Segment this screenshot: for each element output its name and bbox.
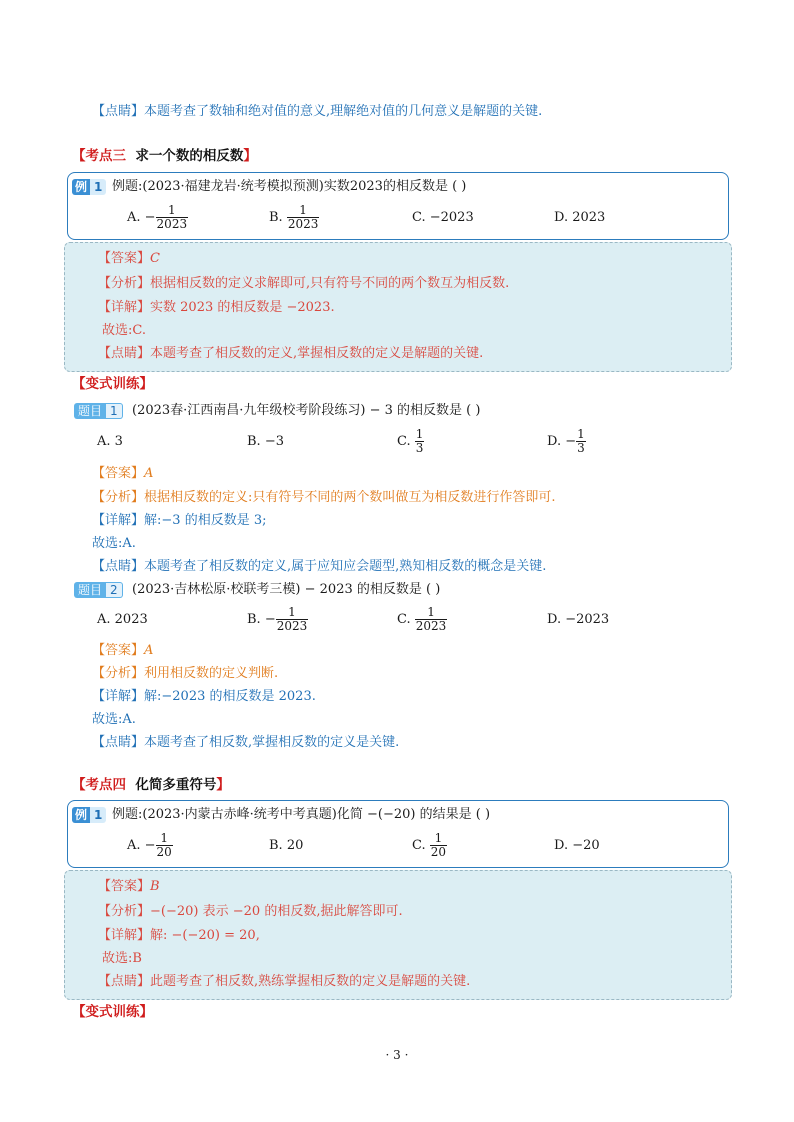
section4-title: 化简多重符号 (135, 777, 217, 793)
answer-line (98, 250, 160, 268)
denominator: 20 (430, 845, 447, 859)
section4-heading (72, 776, 230, 794)
q1-analysis (92, 489, 556, 507)
comment-text: 本题考查了相反数,掌握相反数的定义是关键. (144, 735, 400, 750)
q2-option-b (247, 606, 308, 633)
q2-question: (2023·吉林松原·校联考三模) − 2023 的相反数是 ( ) (132, 582, 441, 597)
analysis-line (98, 903, 403, 921)
analysis-text: −(−20) 表示 −20 的相反数,据此解答即可. (150, 904, 403, 919)
comment-text: 此题考查了相反数,熟练掌握相反数的定义是解题的关键. (150, 974, 471, 989)
section3-heading (72, 147, 257, 165)
section4-variant-heading: 【变式训练】 (72, 1004, 153, 1020)
fraction (156, 832, 173, 859)
numerator: 1 (168, 203, 176, 217)
option-prefix: B. (269, 210, 287, 225)
choice-line: 故选:C. (102, 323, 146, 338)
detail-text: 解:−3 的相反数是 3; (144, 513, 267, 528)
section3-example-question: 例题:(2023·福建龙岩·统考模拟预测)实数2023的相反数是 ( ) (112, 179, 467, 194)
q2-option-a: A. 2023 (97, 612, 148, 627)
comment-line (98, 345, 483, 363)
fraction (415, 428, 425, 455)
section4-option-c (412, 832, 447, 859)
detail-text: 实数 2023 的相反数是 −2023. (150, 300, 335, 315)
numerator: 1 (415, 427, 424, 441)
section3-title: 求一个数的相反数 (135, 148, 244, 164)
section3-label: 考点三 (85, 148, 126, 164)
top-note (92, 103, 542, 121)
badge-label: 题目 (74, 582, 106, 598)
q2-detail (92, 688, 316, 706)
section4-label: 考点四 (85, 777, 126, 793)
q1-badge (74, 403, 123, 419)
analysis-tag: 【分析】 (92, 666, 145, 681)
detail-tag: 【详解】 (92, 689, 145, 704)
answer-tag: 【答案】 (92, 466, 145, 481)
q2-analysis (92, 665, 278, 683)
comment-tag: 【点睛】 (92, 559, 145, 574)
numerator: 1 (288, 605, 296, 619)
denominator: 2023 (287, 217, 319, 231)
denominator: 2023 (415, 619, 447, 633)
q1-option-b: B. −3 (247, 434, 284, 449)
option-prefix: C. (412, 838, 430, 853)
answer-tag: 【答案】 (98, 879, 151, 894)
option-prefix: D. − (547, 434, 577, 449)
analysis-tag: 【分析】 (98, 904, 151, 919)
answer-value: C (150, 251, 160, 266)
section3-variant-heading: 【变式训练】 (72, 376, 153, 392)
q1-answer (92, 465, 153, 483)
numerator: 1 (299, 203, 307, 217)
detail-tag: 【详解】 (98, 300, 151, 315)
answer-value: B (150, 879, 160, 894)
detail-text: 解:−2023 的相反数是 2023. (144, 689, 316, 704)
section3-bracket-right: 】 (243, 148, 257, 164)
q2-option-c (397, 606, 447, 633)
section4-bracket-left: 【 (72, 777, 86, 793)
section3-option-d: D. 2023 (554, 210, 606, 225)
answer-tag: 【答案】 (92, 643, 145, 658)
section3-option-b (269, 204, 319, 231)
top-note-tag: 【点睛】 (92, 104, 145, 119)
q1-option-d (547, 428, 586, 455)
denominator: 3 (577, 441, 585, 455)
q1-detail (92, 512, 266, 530)
answer-tag: 【答案】 (98, 251, 151, 266)
denominator: 2023 (276, 619, 308, 633)
detail-line (98, 927, 260, 945)
q1-option-a: A. 3 (97, 434, 123, 449)
fraction (156, 204, 189, 231)
numerator: 1 (427, 605, 435, 619)
option-prefix: C. (397, 434, 415, 449)
badge-number: 2 (106, 582, 123, 598)
numerator: 1 (577, 427, 585, 441)
q2-comment (92, 734, 399, 752)
section3-example-badge (72, 179, 106, 195)
page-number: · 3 · (385, 1048, 409, 1062)
denominator: 2023 (156, 217, 188, 231)
section4-example-question: 例题:(2023·内蒙古赤峰·统考中考真题)化简 −(−20) 的结果是 ( ) (112, 807, 491, 822)
badge-label: 题目 (74, 403, 106, 419)
choice-line: 故选:B (102, 951, 142, 966)
comment-text: 本题考查了相反数的定义,属于应知应会题型,熟知相反数的概念是关键. (144, 559, 547, 574)
analysis-tag: 【分析】 (92, 490, 145, 505)
badge-number: 1 (90, 179, 106, 195)
top-note-text: 本题考查了数轴和绝对值的意义,理解绝对值的几何意义是解题的关键. (144, 104, 543, 119)
comment-tag: 【点睛】 (98, 346, 151, 361)
analysis-text: 根据相反数的定义:只有符号不同的两个数叫做互为相反数进行作答即可. (144, 490, 556, 505)
detail-line (98, 299, 335, 317)
q2-badge (74, 582, 123, 598)
section4-example-badge (72, 807, 106, 823)
fraction (415, 606, 448, 633)
fraction (276, 606, 309, 633)
section3-option-c: C. −2023 (412, 210, 474, 225)
denominator: 20 (156, 845, 172, 859)
section4-option-b: B. 20 (269, 838, 304, 853)
detail-tag: 【详解】 (98, 928, 151, 943)
answer-value: A (144, 466, 154, 481)
section3-option-a (127, 204, 188, 231)
analysis-line (98, 275, 509, 293)
detail-tag: 【详解】 (92, 513, 145, 528)
fraction (287, 204, 320, 231)
fraction (430, 832, 447, 859)
section4-bracket-right: 】 (216, 777, 230, 793)
analysis-text: 利用相反数的定义判断. (144, 666, 279, 681)
q1-option-c (397, 428, 424, 455)
q2-option-d: D. −2023 (547, 612, 610, 627)
badge-number: 1 (106, 403, 123, 419)
badge-label: 例 (72, 179, 90, 195)
denominator: 3 (415, 441, 424, 455)
q2-answer (92, 642, 153, 660)
q1-choice: 故选:A. (92, 536, 136, 551)
numerator: 1 (434, 831, 443, 845)
analysis-tag: 【分析】 (98, 276, 151, 291)
answer-value: A (144, 643, 154, 658)
option-prefix: B. − (247, 612, 276, 627)
fraction (576, 428, 586, 455)
section3-bracket-left: 【 (72, 148, 86, 164)
comment-text: 本题考查了相反数的定义,掌握相反数的定义是解题的关键. (150, 346, 484, 361)
section4-option-d: D. −20 (554, 838, 600, 853)
numerator: 1 (160, 831, 168, 845)
option-prefix: A. − (127, 210, 156, 225)
comment-tag: 【点睛】 (92, 735, 145, 750)
analysis-text: 根据相反数的定义求解即可,只有符号不同的两个数互为相反数. (150, 276, 510, 291)
badge-number: 1 (90, 807, 106, 823)
option-prefix: C. (397, 612, 415, 627)
badge-label: 例 (72, 807, 90, 823)
option-prefix: A. − (127, 838, 156, 853)
answer-line (98, 878, 160, 896)
q1-question: (2023春·江西南昌·九年级校考阶段练习) − 3 的相反数是 ( ) (132, 403, 481, 418)
detail-text: 解: −(−20) = 20, (150, 928, 260, 943)
comment-line (98, 973, 470, 991)
comment-tag: 【点睛】 (98, 974, 151, 989)
q2-choice: 故选:A. (92, 712, 136, 727)
section4-option-a (127, 832, 173, 859)
q1-comment (92, 558, 546, 576)
